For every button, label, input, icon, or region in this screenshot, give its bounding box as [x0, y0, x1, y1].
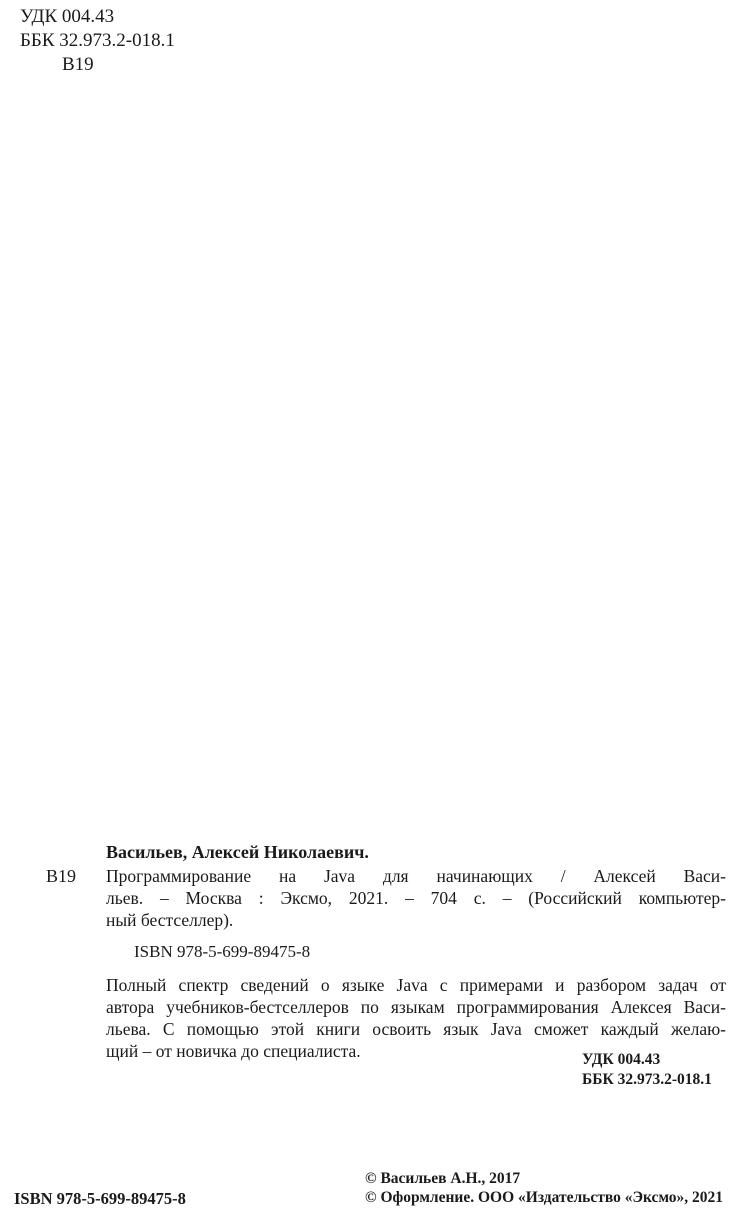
annotation-line — [106, 996, 726, 1018]
annotation-text: льева. С помощью этой книги освоить язык Java сможет каждый желаю- — [106, 1019, 726, 1039]
author-code-record: В19 — [46, 866, 77, 886]
udk-classification-top: УДК 004.43 — [20, 6, 115, 27]
annotation-text: Полный спектр сведений о языке Java с примерами и разбором задач от — [106, 975, 726, 995]
bibliographic-description-line: ный бестселлер). — [106, 910, 234, 930]
author-heading: Васильев, Алексей Николаевич. — [106, 842, 369, 862]
bibliographic-description-line — [106, 865, 726, 887]
bbk-classification-record: ББК 32.973.2-018.1 — [582, 1071, 712, 1088]
udk-classification-record: УДК 004.43 — [582, 1051, 661, 1068]
isbn-record: ISBN 978-5-699-89475-8 — [134, 942, 311, 961]
annotation-line: щий – от новичка до специалиста. — [106, 1041, 361, 1061]
bibliographic-description-line — [106, 887, 726, 909]
copyright-author: © Васильев А.Н., 2017 — [365, 1170, 521, 1187]
isbn-footer: ISBN 978-5-699-89475-8 — [14, 1189, 186, 1208]
description-text: Программирование на Java для начинающих / Алексей Васи- — [106, 866, 726, 886]
annotation-text: автора учебников-бестселлеров по языкам программирования Алексея Васи- — [106, 997, 726, 1017]
annotation-line — [106, 1018, 726, 1040]
annotation-line — [106, 974, 726, 996]
copyright-design: © Оформление. ООО «Издательство «Эксмо», 2021 — [365, 1189, 724, 1206]
author-code-top: В19 — [62, 54, 94, 75]
bbk-classification-top: ББК 32.973.2-018.1 — [20, 30, 175, 51]
description-text: льев. – Москва : Эксмо, 2021. – 704 с. – (Российский компьютер- — [106, 888, 726, 908]
